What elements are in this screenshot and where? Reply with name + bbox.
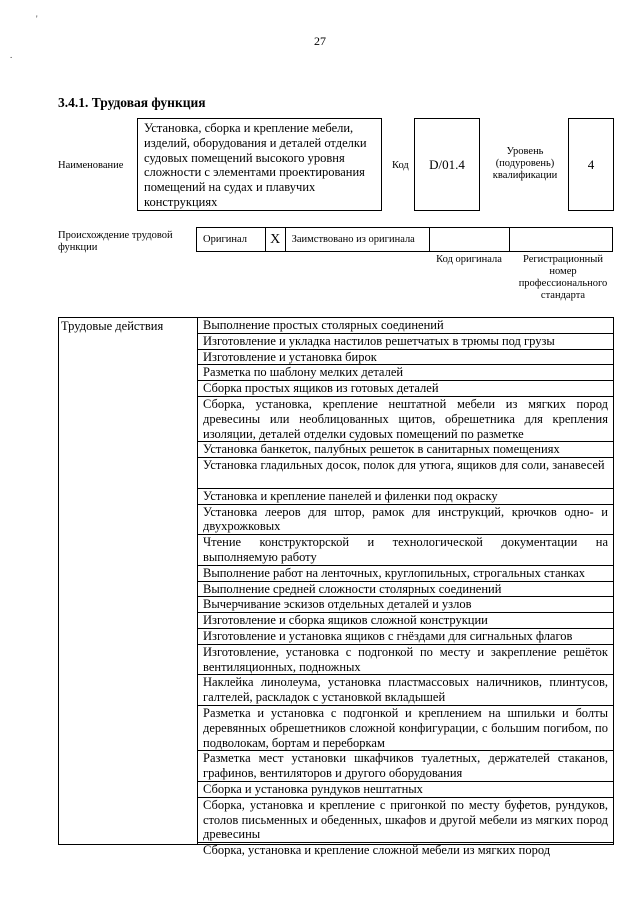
labor-action-row: Выполнение средней сложности столярных соединений: [198, 582, 613, 598]
corner-mark: ': [36, 14, 38, 24]
labor-action-row: Сборка простых ящиков из готовых деталей: [198, 381, 613, 397]
labor-action-row: Изготовление и укладка настилов решетчатых в трюмы под грузы: [198, 334, 613, 350]
reg-number-cell: [510, 228, 613, 251]
actions-label: Трудовые действия: [61, 319, 164, 333]
origin-mark-cell: [266, 228, 286, 251]
labor-action-row: Установка лееров для штор, рамок для инструкций, крючков одно- и двухрожковых: [198, 505, 613, 536]
labor-action-row: Изготовление и сборка ящиков сложной конструкции: [198, 613, 613, 629]
labor-action-row: Наклейка линолеума, установка пластмассовых наличников, плинтусов, галтелей, раскладок с установкой вкладышей: [198, 675, 613, 706]
origin-borrowed-cell: [286, 228, 430, 251]
labor-action-row: Сборка, установка, крепление нештатной мебели из мягких пород древесины или необлицованных щитов, обрешетника для крепления изоляции, деталей отделки судовых помещений по разметке: [198, 397, 613, 442]
labor-action-row: Разметка и установка с подгонкой и креплением на шпильки и болты деревянных обрешетников сложной конфигурации, с большим погибом, по подволокам, бортам и переборкам: [198, 706, 613, 751]
origin-table: [196, 227, 613, 252]
labor-action-row: Изготовление, установка с подгонкой по месту и закрепление решёток вентиляционных, подножных: [198, 645, 613, 676]
labor-action-row: Выполнение работ на ленточных, круглопильных, строгальных станках: [198, 566, 613, 582]
page-number: 27: [314, 34, 326, 48]
labor-action-row: Изготовление и установка ящиков с гнёздами для сигнальных флагов: [198, 629, 613, 645]
code-value: D/01.4: [429, 156, 465, 172]
actions-list: [197, 318, 613, 858]
labor-action-row: Разметка мест установки шкафчиков туалетных, держателей стаканов, графинов, вентиляторов и другого оборудования: [198, 751, 613, 782]
name-value-box: [137, 118, 382, 211]
labor-action-row: Установка гладильных досок, полок для утюга, ящиков для соли, занавесей: [198, 458, 613, 489]
labor-actions-table: [58, 317, 614, 858]
origin-original-cell: [197, 228, 266, 251]
code-value-box: [414, 118, 480, 211]
code-origin-caption: Код оригинала: [436, 254, 502, 265]
name-value: Установка, сборка и крепление мебели, изделий, оборудования и деталей отделки судовых помещений высокого уровня сложности с элементами проектирования помещений на судах и плавучих конструкциях: [144, 121, 367, 209]
labor-action-row: Установка и крепление панелей и филенки под окраску: [198, 489, 613, 505]
labor-action-row: Изготовление и установка бирок: [198, 350, 613, 366]
code-label: Код: [392, 160, 409, 171]
name-label: Наименование: [58, 160, 124, 171]
labor-action-row: Выполнение простых столярных соединений: [198, 318, 613, 334]
reg-number-caption: Регистрационный номер профессионального стандарта: [518, 254, 608, 301]
origin-borrowed-label: Заимствовано из оригинала: [291, 234, 415, 245]
labor-action-row: Разметка по шаблону мелких деталей: [198, 365, 613, 381]
origin-original-label: Оригинал: [203, 234, 247, 245]
level-value: 4: [587, 156, 595, 172]
labor-action-row: Вычерчивание эскизов отдельных деталей и узлов: [198, 597, 613, 613]
labor-action-row: Чтение конструкторской и технологической документации на выполняемую работу: [198, 535, 613, 566]
section-title: 3.4.1. Трудовая функция: [58, 95, 206, 110]
level-label: Уровень (подуровень) квалификации: [492, 146, 558, 181]
origin-mark: X: [270, 231, 281, 247]
labor-action-row: Сборка, установка и крепление сложной мебели из мягких пород: [203, 843, 551, 858]
corner-mark: .: [10, 50, 13, 60]
labor-action-row: Сборка и установка рундуков нештатных: [198, 782, 613, 798]
level-value-box: [568, 118, 614, 211]
code-origin-cell: [430, 228, 510, 251]
labor-action-row: Установка банкеток, палубных решеток в санитарных помещениях: [198, 442, 613, 458]
labor-action-row: Сборка, установка и крепление с пригонкой по месту буфетов, рундуков, столов письменных и обеденных, шкафов и другой мебели из мягких пород древесины: [198, 798, 613, 843]
origin-label: Происхождение трудовой функции: [58, 230, 173, 253]
